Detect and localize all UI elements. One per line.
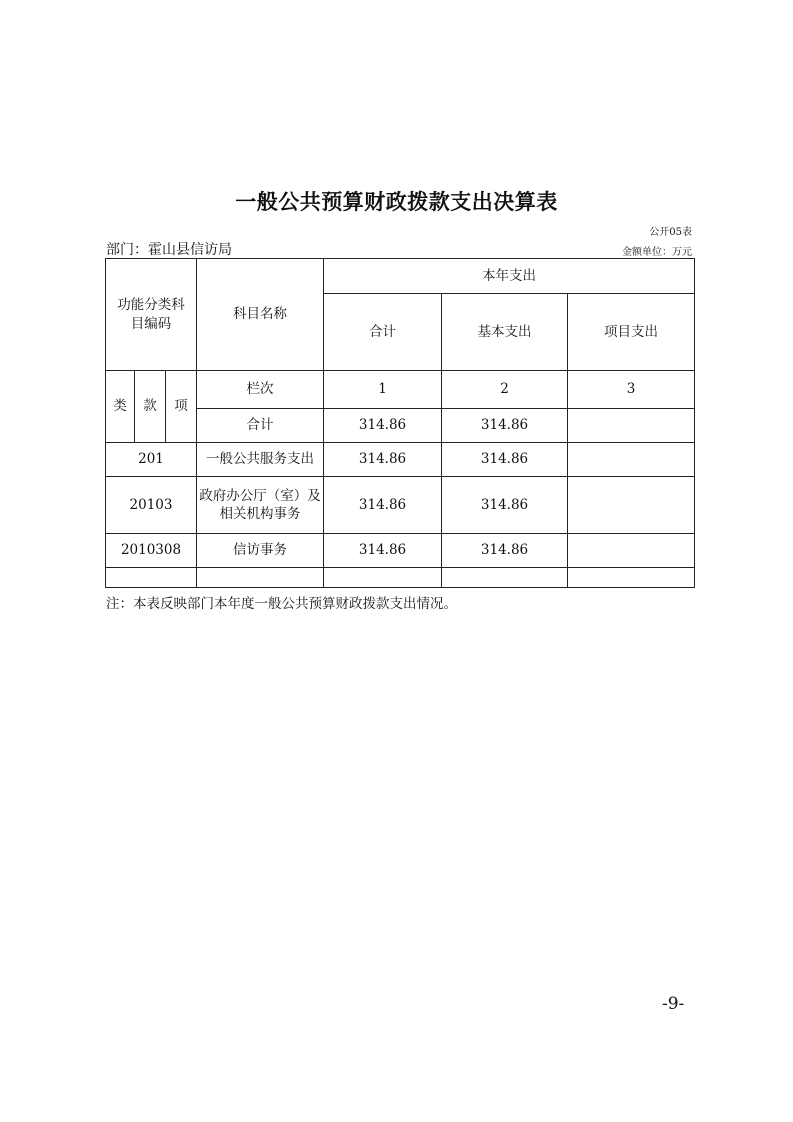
header-total: 合计	[324, 294, 442, 371]
row-name: 信访事务	[197, 534, 324, 568]
department-label: 部门：霍山县信访局	[106, 242, 232, 258]
row-project	[568, 409, 695, 443]
row-name: 一般公共服务支出	[197, 443, 324, 477]
header-basic: 基本支出	[442, 294, 568, 371]
row-total: 314.86	[324, 409, 442, 443]
header-subject-name: 科目名称	[197, 259, 324, 371]
document-title: 一般公共预算财政拨款支出决算表	[235, 190, 558, 214]
row-code: 201	[106, 443, 197, 477]
row-name	[197, 568, 324, 588]
row-code: 20103	[106, 477, 197, 534]
column-index-label: 栏次	[197, 371, 324, 409]
column-index-1: 1	[324, 371, 442, 409]
unit-label: 金额单位：万元	[622, 247, 692, 258]
table-row	[106, 534, 695, 568]
row-name: 合计	[197, 409, 324, 443]
header-xiang: 项	[166, 371, 197, 443]
header-lei: 类	[106, 371, 135, 443]
row-code	[106, 568, 197, 588]
header-kuan: 款	[135, 371, 166, 443]
column-index-3: 3	[568, 371, 695, 409]
header-project: 项目支出	[568, 294, 695, 371]
table-row	[106, 477, 695, 534]
row-total: 314.86	[324, 443, 442, 477]
header-current-year: 本年支出	[324, 259, 695, 294]
row-basic	[442, 568, 568, 588]
column-index-2: 2	[442, 371, 568, 409]
table-row	[106, 443, 695, 477]
row-basic: 314.86	[442, 409, 568, 443]
row-total: 314.86	[324, 477, 442, 534]
row-basic: 314.86	[442, 534, 568, 568]
expenditure-table	[105, 258, 695, 588]
table-note: 注：本表反映部门本年度一般公共预算财政拨款支出情况。	[106, 596, 457, 612]
row-total: 314.86	[324, 534, 442, 568]
row-basic: 314.86	[442, 477, 568, 534]
row-code: 2010308	[106, 534, 197, 568]
row-project	[568, 568, 695, 588]
row-project	[568, 477, 695, 534]
form-number: 公开05表	[649, 227, 692, 238]
row-name: 政府办公厅（室）及相关机构事务	[197, 477, 324, 534]
row-project	[568, 534, 695, 568]
row-total	[324, 568, 442, 588]
row-basic: 314.86	[442, 443, 568, 477]
header-code-group: 功能分类科目编码	[106, 259, 197, 371]
table-row	[106, 568, 695, 588]
page-number: -9-	[662, 994, 685, 1014]
row-project	[568, 443, 695, 477]
